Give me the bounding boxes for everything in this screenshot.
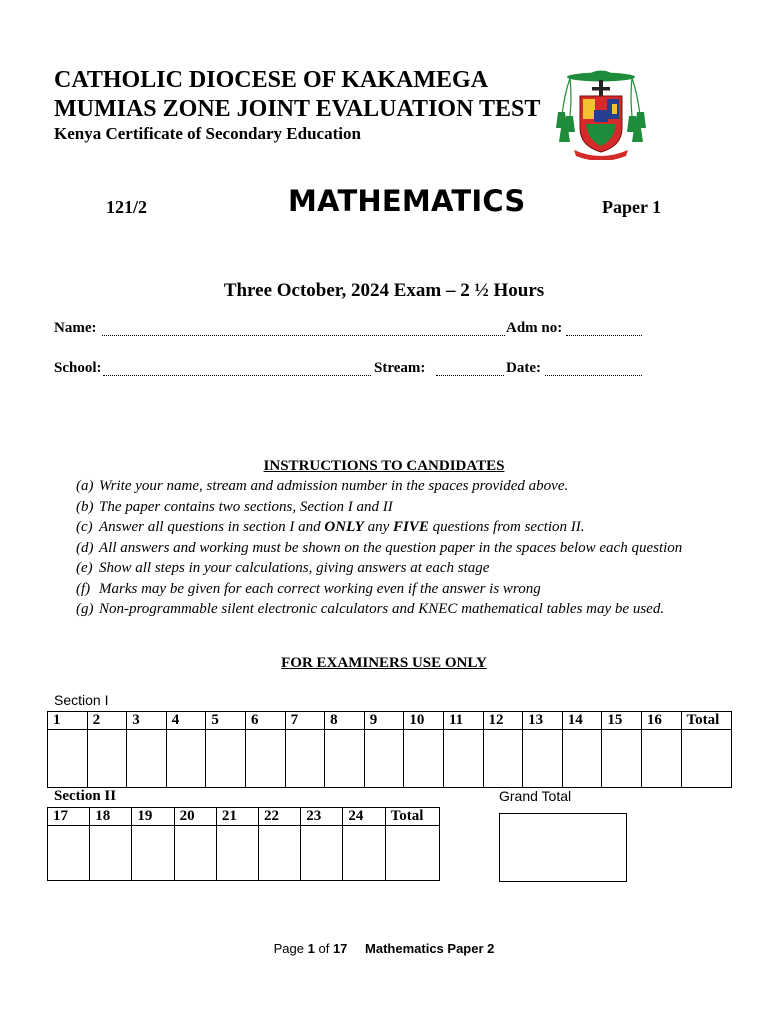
section1-header-14: 14 xyxy=(562,712,602,730)
section1-score-cell[interactable] xyxy=(641,730,681,788)
section2-header-22: 22 xyxy=(259,808,301,826)
section1-score-cell[interactable] xyxy=(127,730,167,788)
section2-score-cell[interactable] xyxy=(216,826,258,881)
date-label: Date: xyxy=(506,360,541,376)
section2-score-cell[interactable] xyxy=(174,826,216,881)
section2-score-cell[interactable] xyxy=(259,826,301,881)
grand-total-box[interactable] xyxy=(499,813,627,882)
section1-header-4: 4 xyxy=(166,712,206,730)
section2-score-cell[interactable] xyxy=(385,826,439,881)
section2-header-17: 17 xyxy=(48,808,90,826)
section1-header-16: 16 xyxy=(641,712,681,730)
section1-header-12: 12 xyxy=(483,712,523,730)
diocese-title: CATHOLIC DIOCESE OF KAKAMEGA xyxy=(54,67,489,93)
section1-score-cell[interactable] xyxy=(523,730,563,788)
section1-score-cell[interactable] xyxy=(166,730,206,788)
section1-score-cell[interactable] xyxy=(87,730,127,788)
instruction-item: (c) Answer all questions in section I and ONLY any FIVE questions from section II. xyxy=(76,519,585,535)
exam-duration-line: Three October, 2024 Exam – 2 ½ Hours xyxy=(223,280,545,301)
section1-score-cell[interactable] xyxy=(443,730,483,788)
instructions-title: INSTRUCTIONS TO CANDIDATES xyxy=(263,458,505,474)
date-field[interactable] xyxy=(545,361,642,376)
examiners-title: FOR EXAMINERS USE ONLY xyxy=(281,655,487,671)
instruction-item: (b) The paper contains two sections, Section I and II xyxy=(76,498,393,515)
section1-score-cell[interactable] xyxy=(206,730,246,788)
section1-header-11: 11 xyxy=(443,712,483,730)
instruction-item: (g) Non-programmable silent electronic calculators and KNEC mathematical tables may be used. xyxy=(76,601,665,617)
section1-score-cell[interactable] xyxy=(245,730,285,788)
instructions-list xyxy=(76,476,682,620)
section1-header-6: 6 xyxy=(245,712,285,730)
section1-header-10: 10 xyxy=(404,712,444,730)
instruction-item: (e) Show all steps in your calculations, giving answers at each stage xyxy=(76,560,490,576)
diocese-crest-icon xyxy=(556,66,646,160)
school-label: School: xyxy=(54,360,102,376)
paper-code: 121/2 xyxy=(106,197,148,217)
section2-score-cell[interactable] xyxy=(343,826,385,881)
stream-field[interactable] xyxy=(436,361,504,376)
section1-label: Section I xyxy=(54,692,109,708)
section2-score-cell[interactable] xyxy=(301,826,343,881)
instruction-item: (d) All answers and working must be shown on the question paper in the spaces below each question xyxy=(76,539,683,556)
school-field[interactable] xyxy=(103,361,371,376)
section1-score-cell[interactable] xyxy=(562,730,602,788)
section2-score-cell[interactable] xyxy=(132,826,174,881)
section2-header-24: 24 xyxy=(343,808,385,826)
section1-header-7: 7 xyxy=(285,712,325,730)
section2-score-table xyxy=(47,807,440,881)
name-field[interactable] xyxy=(102,321,505,336)
section1-score-cell[interactable] xyxy=(285,730,325,788)
section1-header-5: 5 xyxy=(206,712,246,730)
section1-score-cell[interactable] xyxy=(404,730,444,788)
certificate-subtitle: Kenya Certificate of Secondary Education xyxy=(54,124,361,143)
section2-header-19: 19 xyxy=(132,808,174,826)
page-footer: Page 1 of 17 Mathematics Paper 2 xyxy=(273,941,495,956)
instruction-item: (a) Write your name, stream and admission number in the spaces provided above. xyxy=(76,478,569,494)
footer-doc-title: Mathematics Paper 2 xyxy=(365,941,495,956)
section1-header-total: Total xyxy=(681,712,731,730)
stream-label: Stream: xyxy=(374,360,426,376)
instruction-item: (f) Marks may be given for each correct working even if the answer is wrong xyxy=(76,580,541,597)
section2-header-23: 23 xyxy=(301,808,343,826)
section1-score-cell[interactable] xyxy=(48,730,88,788)
name-label: Name: xyxy=(54,320,97,336)
section1-score-cell[interactable] xyxy=(364,730,404,788)
test-title: MUMIAS ZONE JOINT EVALUATION TEST xyxy=(54,96,541,122)
section1-header-15: 15 xyxy=(602,712,642,730)
section1-score-cell[interactable] xyxy=(602,730,642,788)
section1-score-cell[interactable] xyxy=(681,730,731,788)
section2-score-cell[interactable] xyxy=(90,826,132,881)
section1-header-8: 8 xyxy=(325,712,365,730)
section1-header-2: 2 xyxy=(87,712,127,730)
subject-title: MATHEMATICS xyxy=(288,184,526,218)
grand-total-label: Grand Total xyxy=(499,788,572,804)
section1-score-cell[interactable] xyxy=(483,730,523,788)
section2-label: Section II xyxy=(54,788,117,804)
section2-header-21: 21 xyxy=(216,808,258,826)
section1-header-1: 1 xyxy=(48,712,88,730)
section1-header-13: 13 xyxy=(523,712,563,730)
adm-field[interactable] xyxy=(566,321,642,336)
section1-header-9: 9 xyxy=(364,712,404,730)
section2-header-20: 20 xyxy=(174,808,216,826)
paper-label: Paper 1 xyxy=(602,197,662,217)
adm-label: Adm no: xyxy=(506,320,563,336)
section1-score-cell[interactable] xyxy=(325,730,365,788)
section2-header-total: Total xyxy=(385,808,439,826)
section2-score-cell[interactable] xyxy=(48,826,90,881)
section1-header-3: 3 xyxy=(127,712,167,730)
section1-score-table xyxy=(47,711,732,788)
section2-header-18: 18 xyxy=(90,808,132,826)
